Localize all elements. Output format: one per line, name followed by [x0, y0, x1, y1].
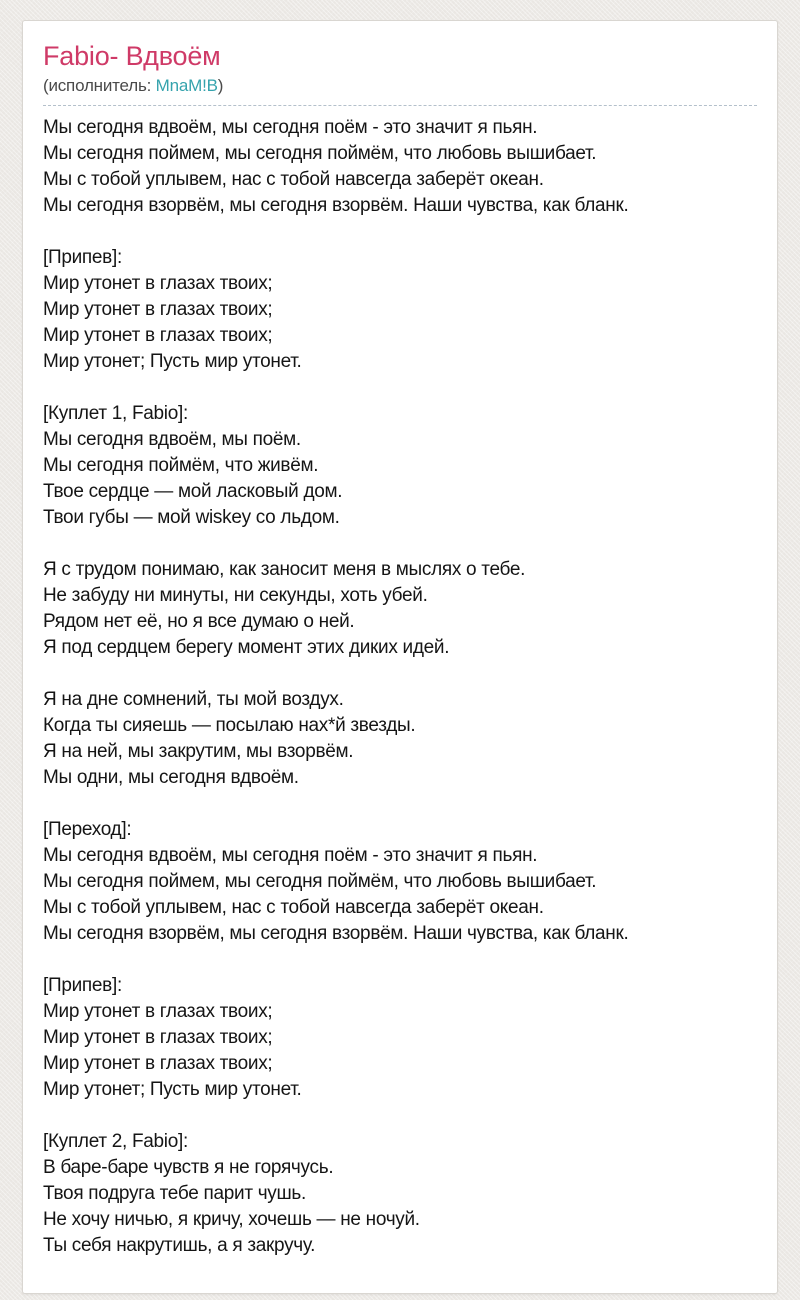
lyric-line: Мир утонет; Пусть мир утонет. — [43, 1079, 302, 1100]
lyric-line: Мир утонет в глазах твоих; — [43, 325, 273, 346]
lyric-line: В баре-баре чувств я не горячусь. — [43, 1157, 334, 1178]
lyric-line: Рядом нет её, но я все думаю о ней. — [43, 611, 355, 632]
lyric-line: [Припев]: — [43, 975, 122, 996]
lyric-line: Мы сегодня вдвоём, мы сегодня поём - это значит я пьян. — [43, 845, 538, 866]
lyric-stanza — [43, 817, 757, 947]
lyric-line: Мир утонет; Пусть мир утонет. — [43, 351, 302, 372]
lyrics — [43, 115, 757, 1259]
lyric-stanza — [43, 1129, 757, 1259]
lyric-line: [Куплет 2, Fabio]: — [43, 1131, 188, 1152]
lyric-stanza — [43, 245, 757, 375]
lyric-line: Я на дне сомнений, ты мой воздух. — [43, 689, 344, 710]
lyric-line: Мы сегодня поймем, мы сегодня поймём, что любовь вышибает. — [43, 143, 597, 164]
lyric-line: Мир утонет в глазах твоих; — [43, 299, 273, 320]
lyric-line: Я на ней, мы закрутим, мы взорвём. — [43, 741, 354, 762]
lyric-line: Мы сегодня взорвём, мы сегодня взорвём. Наши чувства, как бланк. — [43, 923, 629, 944]
lyric-line: Твои губы — мой wiskey со льдом. — [43, 507, 340, 528]
lyric-line: [Переход]: — [43, 819, 132, 840]
lyric-line: Твое сердце — мой ласковый дом. — [43, 481, 343, 502]
lyric-line: Твоя подруга тебе парит чушь. — [43, 1183, 307, 1204]
lyric-line: Мир утонет в глазах твоих; — [43, 1001, 273, 1022]
lyric-stanza — [43, 557, 757, 661]
lyric-line: Не забуду ни минуты, ни секунды, хоть убей. — [43, 585, 428, 606]
lyric-line: Мы сегодня вдвоём, мы поём. — [43, 429, 301, 450]
artist-line — [43, 76, 757, 106]
lyric-line: [Куплет 1, Fabio]: — [43, 403, 188, 424]
lyric-line: Мир утонет в глазах твоих; — [43, 1027, 273, 1048]
lyric-stanza — [43, 115, 757, 219]
lyric-line: Мы сегодня вдвоём, мы сегодня поём - это значит я пьян. — [43, 117, 538, 138]
lyric-line: Мы с тобой уплывем, нас с тобой навсегда заберёт океан. — [43, 169, 544, 190]
lyric-line: Мы сегодня поймём, что живём. — [43, 455, 319, 476]
lyric-line: Мы с тобой уплывем, нас с тобой навсегда заберёт океан. — [43, 897, 544, 918]
lyrics-card — [22, 20, 778, 1294]
artist-link[interactable]: MnaM!B — [155, 76, 218, 95]
lyric-line: Когда ты сияешь — посылаю нах*й звезды. — [43, 715, 416, 736]
lyric-line: [Припев]: — [43, 247, 122, 268]
lyric-line: Мы сегодня поймем, мы сегодня поймём, что любовь вышибает. — [43, 871, 597, 892]
lyric-line: Мы одни, мы сегодня вдвоём. — [43, 767, 299, 788]
lyric-line: Мир утонет в глазах твоих; — [43, 1053, 273, 1074]
page-title: Fabio- Вдвоём — [43, 41, 221, 71]
artist-suffix: ) — [217, 76, 224, 95]
lyric-line: Я под сердцем берегу момент этих диких идей. — [43, 637, 450, 658]
lyric-line: Не хочу ничью, я кричу, хочешь — не ночуй. — [43, 1209, 420, 1230]
lyric-line: Мы сегодня взорвём, мы сегодня взорвём. Наши чувства, как бланк. — [43, 195, 629, 216]
lyric-stanza — [43, 687, 757, 791]
lyric-line: Ты себя накрутишь, а я закручу. — [43, 1235, 316, 1256]
lyric-stanza — [43, 401, 757, 531]
lyric-stanza — [43, 973, 757, 1103]
lyric-line: Мир утонет в глазах твоих; — [43, 273, 273, 294]
artist-prefix: (исполнитель: — [43, 76, 156, 95]
lyric-line: Я с трудом понимаю, как заносит меня в мыслях о тебе. — [43, 559, 526, 580]
